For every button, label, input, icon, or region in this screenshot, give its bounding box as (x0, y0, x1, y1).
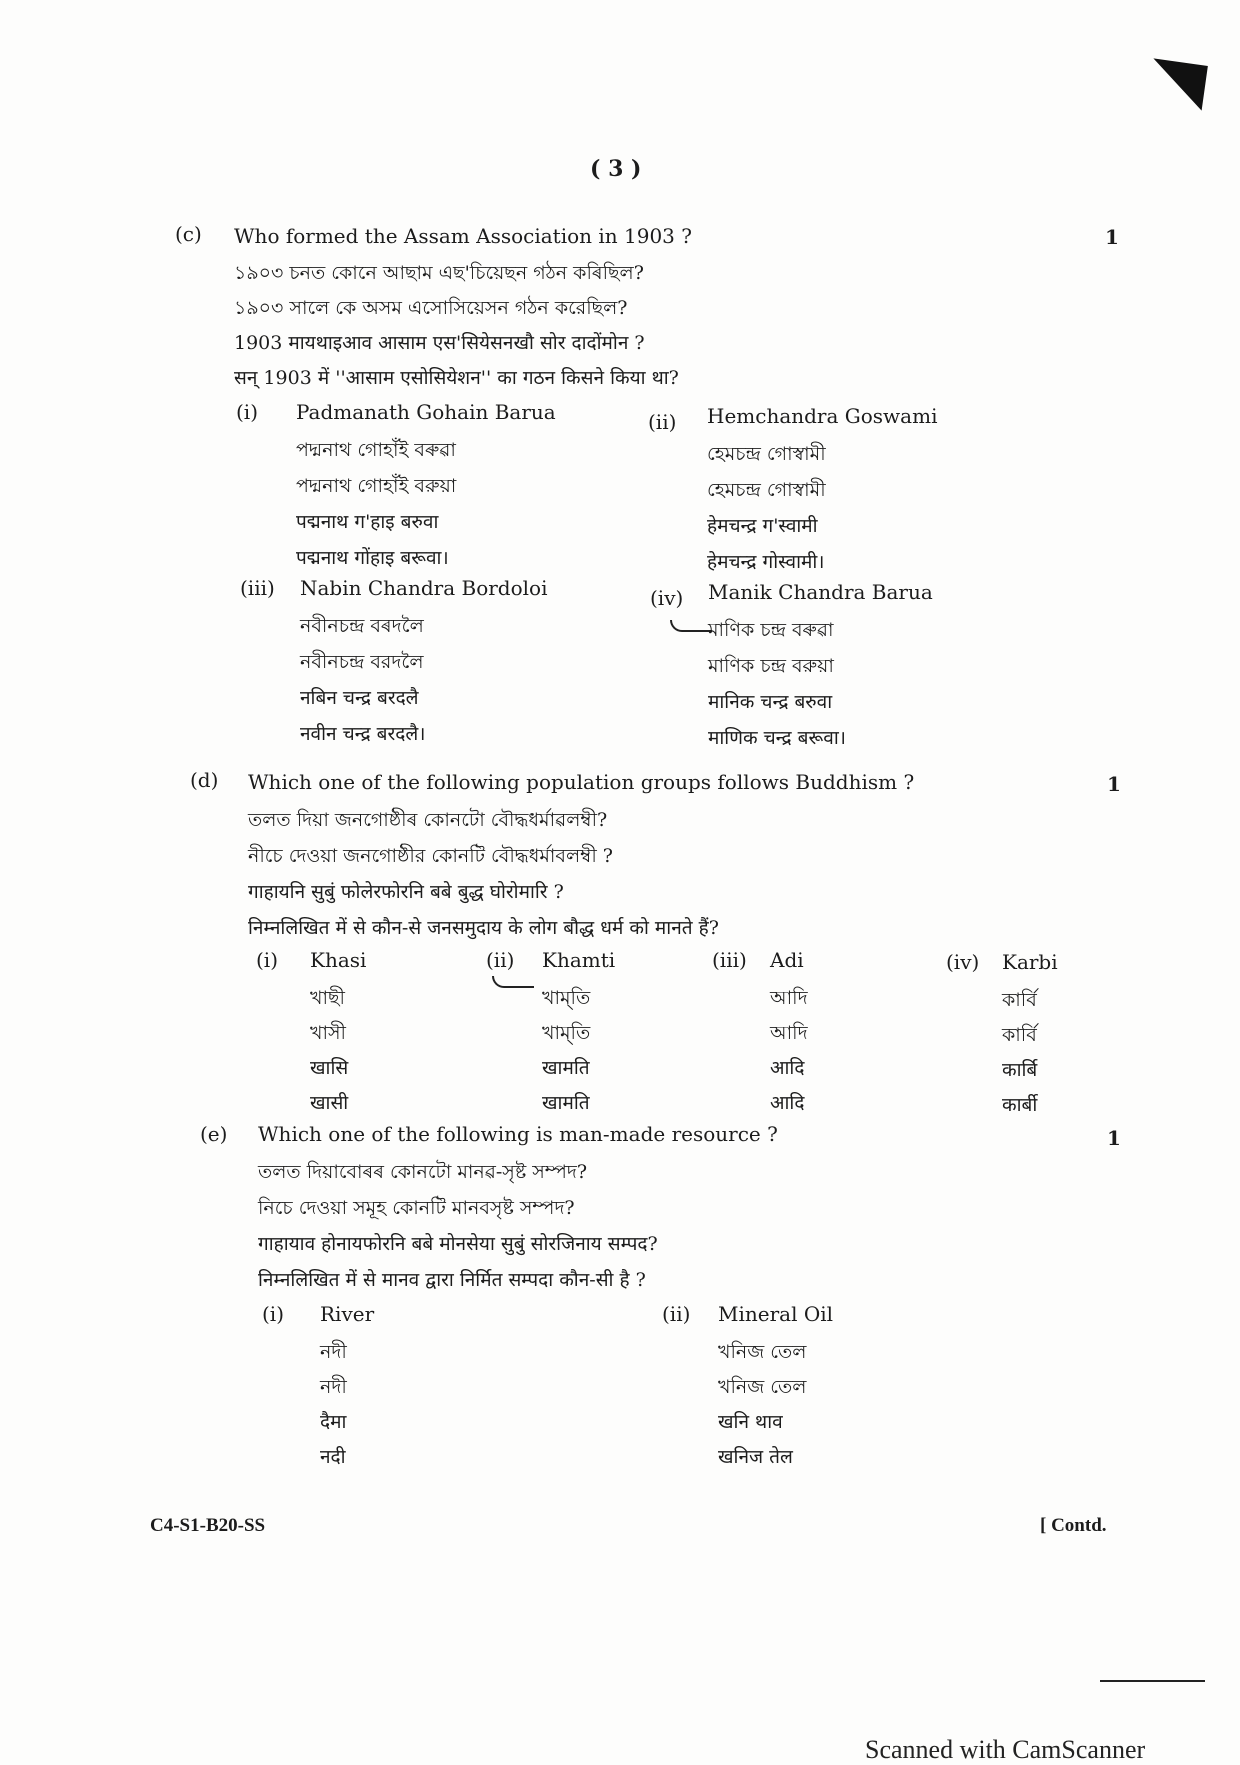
option-number: (iv) (650, 586, 684, 610)
option-text-english: River (320, 1302, 375, 1326)
footer-rule (1100, 1680, 1205, 1682)
question-marks: 1 (1105, 225, 1119, 249)
option-text-assamese: কাৰ্বি (1002, 989, 1037, 1011)
corner-scan-mark (1147, 58, 1208, 110)
question-text-bodo: 1903 मायथाइआव आसाम एस'सियेसनखौ सोर दादोंमोन ? (234, 332, 645, 354)
option-text-hindi: हेमचन्द्र गोस्वामी। (707, 551, 825, 573)
option-text-bengali: খাসী (310, 1022, 346, 1044)
option-number: (ii) (662, 1302, 691, 1326)
option-number: (ii) (486, 948, 515, 972)
option-text-hindi: आदि (770, 1092, 805, 1114)
continued-label: [ Contd. (1040, 1515, 1107, 1536)
option-text-hindi: पद्मनाथ गोंहाइ बरूवा। (296, 547, 449, 569)
question-text-assamese: তলত দিয়া জনগোষ্ঠীৰ কোনটো বৌদ্ধধৰ্মাৱলম্বী? (248, 809, 608, 831)
option-text-english: Khasi (310, 948, 367, 972)
question-label: (e) (200, 1122, 228, 1146)
option-text-bengali: খাম্‌তি (542, 1022, 591, 1044)
question-text-english: Who formed the Assam Association in 1903 ? (234, 224, 692, 248)
option-text-english: Hemchandra Goswami (707, 404, 938, 428)
option-text-hindi: खनिज तेल (718, 1446, 793, 1468)
paper-code: C4-S1-B20-SS (150, 1515, 266, 1536)
question-text-hindi: निम्नलिखित में से मानव द्वारा निर्मित सम्पदा कौन-सी है ? (258, 1269, 646, 1291)
question-marks: 1 (1107, 1126, 1121, 1150)
option-text-assamese: নদী (320, 1341, 347, 1363)
option-text-bengali: আদি (770, 1022, 808, 1044)
option-text-bengali: খনিজ তেল (718, 1376, 807, 1398)
option-text-bengali: মাণিক চন্দ্র বরুয়া (708, 655, 834, 677)
question-text-english: Which one of the following is man-made resource ? (258, 1122, 778, 1146)
option-text-bodo: खासि (310, 1057, 349, 1079)
option-number: (i) (236, 400, 259, 424)
option-text-english: Padmanath Gohain Barua (296, 400, 556, 424)
option-text-assamese: খাছী (310, 987, 345, 1009)
option-text-assamese: মাণিক চন্দ্ৰ বৰুৱা (708, 619, 834, 641)
question-text-english: Which one of the following population groups follows Buddhism ? (248, 770, 915, 794)
option-text-bengali: পদ্মনাথ গোহাঁই বরুয়া (296, 475, 457, 497)
option-number: (i) (262, 1302, 285, 1326)
option-text-bodo: हेमचन्द्र ग'स्वामी (707, 515, 818, 537)
scanner-watermark: Scanned with CamScanner (865, 1735, 1146, 1764)
answer-tick-mark (670, 620, 712, 632)
option-text-hindi: नवीन चन्द्र बरदलै। (300, 723, 426, 745)
question-text-hindi: सन् 1903 में ''आसाम एसोसियेशन'' का गठन किसने किया था? (234, 367, 679, 389)
option-text-english: Karbi (1002, 950, 1058, 974)
option-text-english: Khamti (542, 948, 616, 972)
option-text-english: Nabin Chandra Bordoloi (300, 576, 548, 600)
option-text-bodo: आदि (770, 1057, 805, 1079)
option-text-assamese: খনিজ তেল (718, 1341, 807, 1363)
option-number: (ii) (648, 410, 677, 434)
option-text-bodo: खामति (542, 1057, 590, 1079)
option-text-bodo: मानिक चन्द्र बरुवा (708, 691, 833, 713)
option-text-english: Manik Chandra Barua (708, 580, 933, 604)
option-text-bengali: হেমচন্দ্র গোস্বামী (707, 479, 826, 501)
question-label: (d) (190, 768, 219, 792)
question-text-bengali: ১৯০৩ সালে কে অসম এসোসিয়েসন গঠন করেছিল? (234, 297, 628, 319)
question-text-bodo: गाहायाव होनायफोरनि बबे मोनसेया सुबुं सोरजिनाय सम्पद? (258, 1233, 658, 1255)
question-text-assamese: ১৯০৩ চনত কোনে আছাম এছ'চিয়েছন গঠন কৰিছিল? (234, 262, 644, 284)
option-text-assamese: হেমচন্দ্ৰ গোস্বামী (707, 443, 826, 465)
option-text-bodo: दैमा (320, 1411, 347, 1433)
question-text-assamese: তলত দিয়াবোৰৰ কোনটো মানৱ-সৃষ্ট সম্পদ? (258, 1161, 588, 1183)
option-text-english: Adi (770, 948, 804, 972)
option-text-hindi: खामति (542, 1092, 590, 1114)
option-text-bodo: खनि थाव (718, 1411, 783, 1433)
option-text-assamese: আদি (770, 987, 808, 1009)
option-text-bengali: নবীনচন্দ্র বরদলৈ (300, 651, 424, 673)
option-text-bodo: कार्बि (1002, 1059, 1038, 1081)
option-text-bengali: কার্বি (1002, 1024, 1037, 1046)
option-text-hindi: कार्बी (1002, 1094, 1038, 1116)
option-text-hindi: खासी (310, 1092, 349, 1114)
option-text-bengali: নদী (320, 1376, 347, 1398)
option-number: (iv) (946, 950, 980, 974)
question-text-bodo: गाहायनि सुबुं फोलेरफोरनि बबे बुद्ध घोरोमारि ? (248, 881, 564, 903)
option-text-assamese: পদ্মনাথ গোহাঁই বৰুৱা (296, 439, 456, 461)
option-text-english: Mineral Oil (718, 1302, 834, 1326)
option-text-bodo: नबिन चन्द्र बरदलै (300, 687, 419, 709)
option-text-hindi: नदी (320, 1446, 346, 1468)
page-number: ( 3 ) (590, 156, 642, 182)
option-text-bodo: पद्मनाथ ग'हाइ बरुवा (296, 511, 439, 533)
answer-tick-mark (492, 976, 534, 988)
question-text-bengali: নিচে দেওয়া সমূহ কোনটি মানবসৃষ্ট সম্পদ? (258, 1197, 575, 1219)
question-text-bengali: নীচে দেওয়া জনগোষ্ঠীর কোনটি বৌদ্ধধর্মাবলম্বী ? (248, 845, 613, 867)
option-text-assamese: নবীনচন্দ্ৰ বৰদলৈ (300, 615, 424, 637)
question-marks: 1 (1107, 772, 1121, 796)
option-number: (iii) (712, 948, 747, 972)
question-text-hindi: निम्नलिखित में से कौन-से जनसमुदाय के लोग बौद्ध धर्म को मानते हैं? (248, 917, 719, 939)
option-text-assamese: খাম্‌তি (542, 987, 591, 1009)
option-text-hindi: माणिक चन्द्र बरूवा। (708, 727, 846, 749)
option-number: (iii) (240, 576, 275, 600)
option-number: (i) (256, 948, 279, 972)
question-label: (c) (175, 222, 202, 246)
